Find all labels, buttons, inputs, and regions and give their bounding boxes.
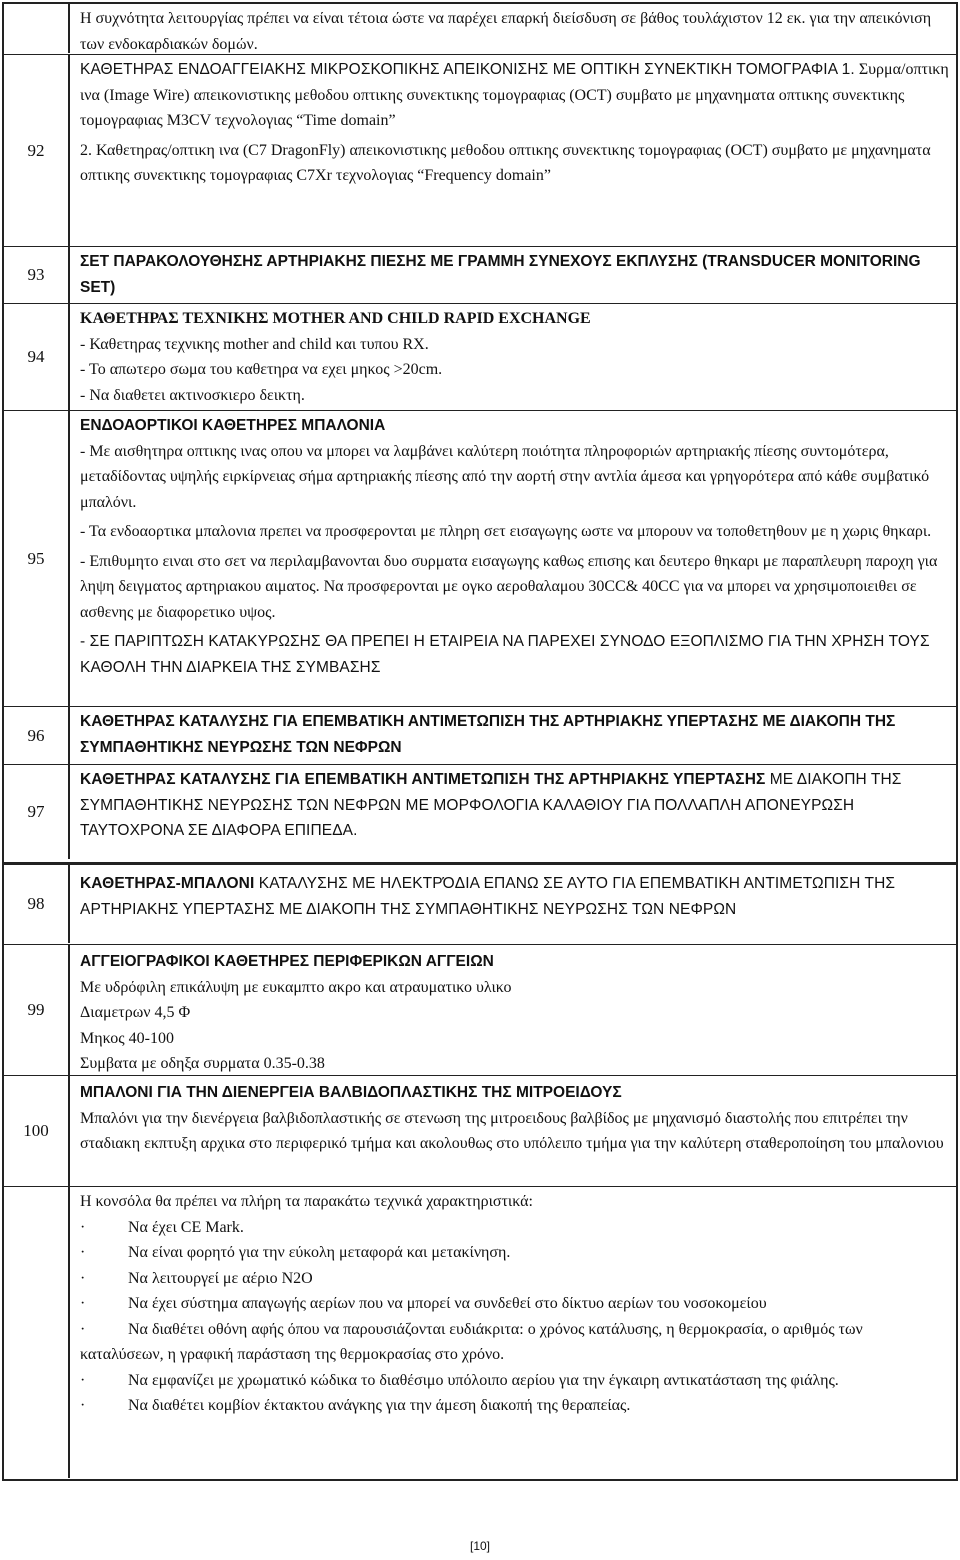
item-text: - ΣΕ ΠΑΡΙΠΤΩΣΗ ΚΑΤΑΚΥΡΩΣΗΣ ΘΑ ΠΡΕΠΕΙ Η ΕΤΑΙΡΕΙΑ ΝΑ ΠΑΡΕΧΕΙ ΣΥΝΟΔΟ ΕΞΟΠΛΙΣΜΟ ΓΙΑ ΤΗΝ ΧΡΗΣΗ ΤΟΥΣ ΚΑΘΟΛΗ ΤΗΝ ΔΙΑΡΚΕΙΑ ΤΗΣ ΣΥΜΒΑΣΗΣ (80, 633, 930, 676)
item-description-cell (70, 4, 956, 53)
item-text: ΚΑΤΑΛΥΣΗΣ ΜΕ ΗΛΕΚΤΡΌΔΙΑ ΕΠΑΝΩ ΣΕ ΑΥΤΟ ΓΙΑ ΕΠΕΜΒΑΤΙΚΗ ΑΝΤΙΜΕΤΩΠΙΣΗ ΤΗΣ ΑΡΤΗΡΙΑΚΗΣ ΥΠΕΡΤΑΣΗΣ ΜΕ ΔΙΑΚΟΠΗ ΤΗΣ ΣΥΜΠΑΘΗΤΙΚΗΣ ΝΕΥΡΩΣΗΣ ΤΩΝ ΝΕΦΡΩΝ (80, 875, 896, 918)
item-number: 92 (4, 55, 70, 246)
item-title: ΚΑΘΕΤΗΡΑΣ ΚΑΤΑΛΥΣΗΣ ΓΙΑ ΕΠΕΜΒΑΤΙΚΗ ΑΝΤΙΜΕΤΩΠΙΣΗ ΤΗΣ ΑΡΤΗΡΙΑΚΗΣ ΥΠΕΡΤΑΣΗΣ (80, 771, 766, 788)
item-number-cell (4, 1187, 70, 1478)
item-text: - Επιθυμητο ειναι στο σετ να περιλαμβανονται δυο συρματα εισαγωγης καθως επισης και δευτερο θηκαρι με παραπλευρη παροχη για ληψη δειγματος αρτηριακου αιματος. Να προσφερονται με ογκο αεροθαλαμου 30CC& 40CC για να μπορει να χρησιμοποιειθει σε ασθενης με διαφορετικο υψος. (80, 552, 938, 621)
item-description-cell (70, 865, 956, 943)
bullet-icon: · (80, 1218, 86, 1236)
table-row (4, 764, 956, 859)
bullet-icon: · (80, 1269, 86, 1287)
item-description-cell (70, 945, 956, 1075)
table-row (4, 4, 956, 53)
spec-table-upper (2, 2, 958, 864)
table-row (4, 410, 956, 706)
item-title: ΑΓΓΕΙΟΓΡΑΦΙΚΟΙ ΚΑΘΕΤΗΡΕΣ ΠΕΡΙΦΕΡΙΚΩΝ ΑΓΓΕΙΩΝ (80, 953, 494, 970)
item-description-cell (70, 765, 956, 859)
item-description-cell (70, 707, 956, 764)
item-text: Να διαθέτει κομβίον έκτακτου ανάγκης για την άμεση διακοπή της θεραπείας. (128, 1397, 631, 1414)
item-title: ΕΝΔΟΑΟΡΤΙΚΟΙ ΚΑΘΕΤΗΡΕΣ ΜΠΑΛΟΝΙΑ (80, 417, 386, 434)
item-text: Να είναι φορητό για την εύκολη μεταφορά και μετακίνηση. (128, 1244, 511, 1261)
table-row (4, 1075, 956, 1186)
item-text: Μηκος 40-100 (80, 1029, 174, 1047)
item-text: Να διαθέτει οθόνη αφής όπου να παρουσιάζονται ευδιάκριτα: ο χρόνος κατάλυσης, η θερμοκρασία, ο αριθμός των καταλύσεων, η γραφική παράσταση της θερμοκρασίας στο χρόνο. (80, 1320, 863, 1363)
item-text: 2. Καθετηρας/οπτικη ινα (C7 DragonFly) απεικονιστικης μεθοδου οπτικης συνεκτικης τομογραφιας (OCT) συμβατο με μηχανηματα οπτικης συνεκτικης τομογραφιας C7Xr τεχνολογιας “Frequency domain” (80, 141, 931, 184)
table-row (4, 944, 956, 1075)
bullet-icon: · (80, 1295, 86, 1312)
item-description-cell (70, 1076, 956, 1186)
item-number: 97 (4, 765, 70, 859)
item-text: Να έχει CE Mark. (128, 1218, 244, 1236)
item-text: Να έχει σύστημα απαγωγής αερίων που να μπορεί να συνδεθεί στο δίκτυο αερίων του νοσοκομείου (128, 1295, 767, 1312)
item-text: Να εμφανίζει με χρωματικό κώδικα το διαθέσιμο υπόλοιπο αερίου για την έγκαιρη αντικατάσταση της φιάλης. (128, 1371, 839, 1389)
item-title: ΚΑΘΕΤΗΡΑΣ ΚΑΤΑΛΥΣΗΣ ΓΙΑ ΕΠΕΜΒΑΤΙΚΗ ΑΝΤΙΜΕΤΩΠΙΣΗ ΤΗΣ ΑΡΤΗΡΙΑΚΗΣ ΥΠΕΡΤΑΣΗΣ ΜΕ ΔΙΑΚΟΠΗ ΤΗΣ ΣΥΜΠΑΘΗΤΙΚΗΣ ΝΕΥΡΩΣΗΣ ΤΩΝ ΝΕΦΡΩΝ (80, 713, 896, 756)
item-text: - To απωτερο σωμα του καθετηρα να εχει μηκος >20cm. (80, 361, 443, 378)
table-row (4, 706, 956, 764)
item-title: ΚΑΘΕΤΗΡΑΣ ΕΝΔΟΑΓΓΕΙΑΚΗΣ ΜΙΚΡΟΣΚΟΠΙΚΗΣ ΑΠΕΙΚΟΝΙΣΗΣ ΜΕ ΟΠΤΙΚΗ ΣΥΝΕΚΤΙΚΗ ΤΟΜΟΓΡΑΦΙΑ 1. (80, 61, 855, 78)
item-text: - Τα ενδοαορτικα μπαλονια πρεπει να προσφερονται με πληρη σετ εισαγωγης ωστε να μπορουν να τοποθετηθουν με η χωρις θηκαρι. (80, 523, 932, 540)
item-description-cell (70, 304, 956, 410)
item-number: 100 (4, 1076, 70, 1186)
table-row (4, 865, 956, 943)
item-text: - Με αισθητηρα οπτικης ινας οπου να μπορει να λαμβάνει καλύτερη ποιότητα πληροφοριών αρτηριακής πίεσης συντομότερα, μεταδίδοντας υψηλής ειρκίρνειας σήμα αρτηριακής πίεσης από την αορτή στην αντλία άμεσα και γρηγορότερα από κάθε συμβατικό μπαλόνι. (80, 442, 930, 511)
item-title: ΚΑΘΕΤΗΡΑΣ ΤΕΧΝΙΚΗΣ MOTHER AND CHILD RAPID EXCHANGE (80, 310, 591, 327)
page-number: [10] (469, 1539, 490, 1553)
item-text: Συμβατα με οδηξα συρματα 0.35-0.38 (80, 1055, 325, 1072)
item-title: ΣΕΤ ΠΑΡΑΚΟΛΟΥΘΗΣΗΣ ΑΡΤΗΡΙΑΚΗΣ ΠΙΕΣΗΣ ΜΕ ΓΡΑΜΜΗ ΣΥΝΕΧΟΥΣ ΕΚΠΛΥΣΗΣ (TRANSDUCER MONITORING SET) (80, 253, 921, 296)
bullet-icon: · (80, 1397, 86, 1414)
item-text: - Καθετηρας τεχνικης mother and child και τυπου RX. (80, 335, 429, 353)
item-text: - Να διαθετει ακτινοσκιερο δεικτη. (80, 386, 305, 404)
bullet-icon: · (80, 1371, 86, 1389)
item-title: ΜΠΑΛΟΝΙ ΓΙΑ ΤΗΝ ΔΙΕΝΕΡΓΕΙΑ ΒΑΛΒΙΔΟΠΛΑΣΤΙΚΗΣ ΤΗΣ ΜΙΤΡΟΕΙΔΟΥΣ (80, 1084, 622, 1101)
table-row (4, 1186, 956, 1478)
item-text: Διαμετρων 4,5 Φ (80, 1004, 191, 1021)
table-row (4, 54, 956, 246)
item-description-cell (70, 55, 956, 246)
row-text: Η συχνότητα λειτουργίας πρέπει να είναι τέτοια ώστε να παρέχει επαρκή διείσδυση σε βάθος τουλάχιστον 12 εκ. για την απεικόνιση των ενδοκαρδιακών δομών. (80, 10, 932, 53)
spec-table-lower (2, 863, 958, 1481)
item-number: 94 (4, 304, 70, 410)
item-text: Με υδρόφιλη επικάλυψη με ευκαμπτο ακρο και ατραυματικο υλικο (80, 978, 512, 996)
item-description-cell (70, 1187, 956, 1478)
table-row (4, 246, 956, 303)
item-number: 95 (4, 411, 70, 706)
item-text: ΜΕ ΔΙΑΚΟΠΗ ΤΗΣ ΣΥΜΠΑΘΗΤΙΚΗΣ ΝΕΥΡΩΣΗΣ ΤΩΝ ΝΕΦΡΩΝ ΜΕ ΜΟΡΦΟΛΟΓΙΑ ΚΑΛΑΘΙΟΥ ΓΙΑ ΠΟΛΛΑΠΛΗ ΑΠΟΝΕΥΡΩΣΗ ΤΑΥΤΟΧΡΟΝΑ ΣΕ ΔΙΑΦΟΡΑ ΕΠΙΠΕΔΑ. (80, 771, 902, 839)
item-number: 96 (4, 707, 70, 764)
item-number: 99 (4, 945, 70, 1075)
item-text: Να λειτουργεί με αέριο N2O (128, 1269, 313, 1287)
bullet-icon: · (80, 1244, 86, 1261)
item-number: 93 (4, 247, 70, 303)
table-row (4, 303, 956, 410)
item-description-cell (70, 411, 956, 706)
item-number-cell (4, 4, 70, 53)
bullet-icon: · (80, 1320, 86, 1338)
item-text: Μπαλόνι για την διενέργεια βαλβιδοπλαστικής σε στενωση της μιτροειδους βαλβίδος με μηχανισμό διαστολής που επιτρέπει την σταδιακη εκπτυξη αρχικα στο περιφερικό τμήμα και ακολουθως στο υπόλειπο τμήμα για την καλύτερη σταθεροποίηση του μπαλονιου (80, 1109, 944, 1152)
item-number: 98 (4, 865, 70, 943)
item-description-cell (70, 247, 956, 303)
item-text: Συρμα/οπτικη ινα (Image Wire) απεικονιστικης μεθοδου οπτικης συνεκτικης τομογραφιας (OCT) συμβατο με μηχανηματα οπτικης συνεκτικης τομογραφιας M3CV τεχνολογιας “Time domain” (80, 61, 949, 129)
item-text: Η κονσόλα θα πρέπει να πλήρη τα παρακάτω τεχνικά χαρακτηριστικά: (80, 1193, 533, 1210)
item-title: ΚΑΘΕΤΗΡΑΣ-ΜΠΑΛΟΝΙ (80, 875, 255, 892)
